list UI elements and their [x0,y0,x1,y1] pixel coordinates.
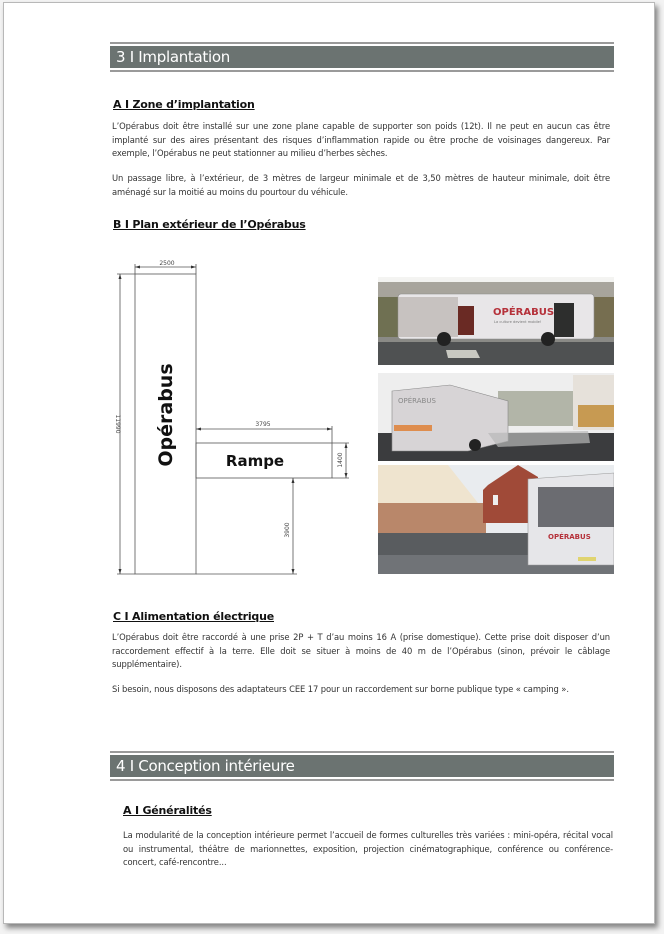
dim-ramp-length-label: 3795 [255,421,271,428]
ramp-label: Rampe [225,452,285,470]
section-bottom-rule [110,779,614,781]
dim-ramp-width-label: 1400 [337,452,344,468]
heading-plan-exterieur: B I Plan extérieur de l’Opérabus [113,218,306,231]
section-bottom-rule [110,70,614,72]
section-top-rule [110,751,614,753]
heading-generalites: A I Généralités [123,804,212,817]
section-title-conception-interieure: 4 I Conception intérieure [110,755,614,777]
dim-bus-width-label: 2500 [159,260,175,267]
paragraph-power-1: L’Opérabus doit être raccordé à une prise 2P + T d’au moins 16 A (prise domestique). Cette prise doit disposer d’un raccordement effectif à la terre. Elle doit se situer à moins de 40 m de l’Opérabus (sinon, prévoir le câblage supplémentaire). [112,632,610,669]
section-title-implantation: 3 I Implantation [110,46,614,68]
photo1-tagline: La culture devient mobile! [494,320,542,324]
bus-label: Opérabus [155,363,177,467]
photo3-brand: OPÉRABUS [548,533,591,541]
photo-bus-front [378,465,614,574]
photo-bus-side [378,277,614,365]
dim-ramp-offset-label: 3900 [284,522,291,538]
paragraph-zone-1: L’Opérabus doit être installé sur une zone plane capable de supporter son poids (12t). Il ne peut en aucun cas être implanté sur des aires présentant des risques d’inflammation rapide ou être proche de voisinages dangereux. Par exemple, l’Opérabus ne peut stationner au milieu d’herbes sèches. [112,121,610,158]
photo1-brand: OPÉRABUS [493,307,555,318]
photo2-brand: OPÉRABUS [398,397,436,405]
photo-bus-rear-ramp [378,373,614,461]
paragraph-zone-2: Un passage libre, à l’extérieur, de 3 mètres de largeur minimale et de 3,50 mètres de hauteur minimale, doit être aménagé sur la moitié au moins du pourtour du véhicule. [112,173,610,197]
heading-zone-implantation: A I Zone d’implantation [113,98,255,111]
section-top-rule [110,42,614,44]
paragraph-power-2: Si besoin, nous disposons des adaptateurs CEE 17 pour un raccordement sur borne publique type « camping ». [112,684,569,694]
bus-plan-diagram [105,255,365,585]
heading-alimentation-electrique: C I Alimentation électrique [113,610,274,623]
paragraph-generalites: La modularité de la conception intérieure permet l’accueil de formes culturelles très variées : mini-opéra, récital vocal ou instrumental, théâtre de marionnettes, exposition, projection cinématographique, conférence ou conférence-concert, café-rencontre... [123,830,613,867]
dim-bus-length-label: 11990 [114,414,121,434]
